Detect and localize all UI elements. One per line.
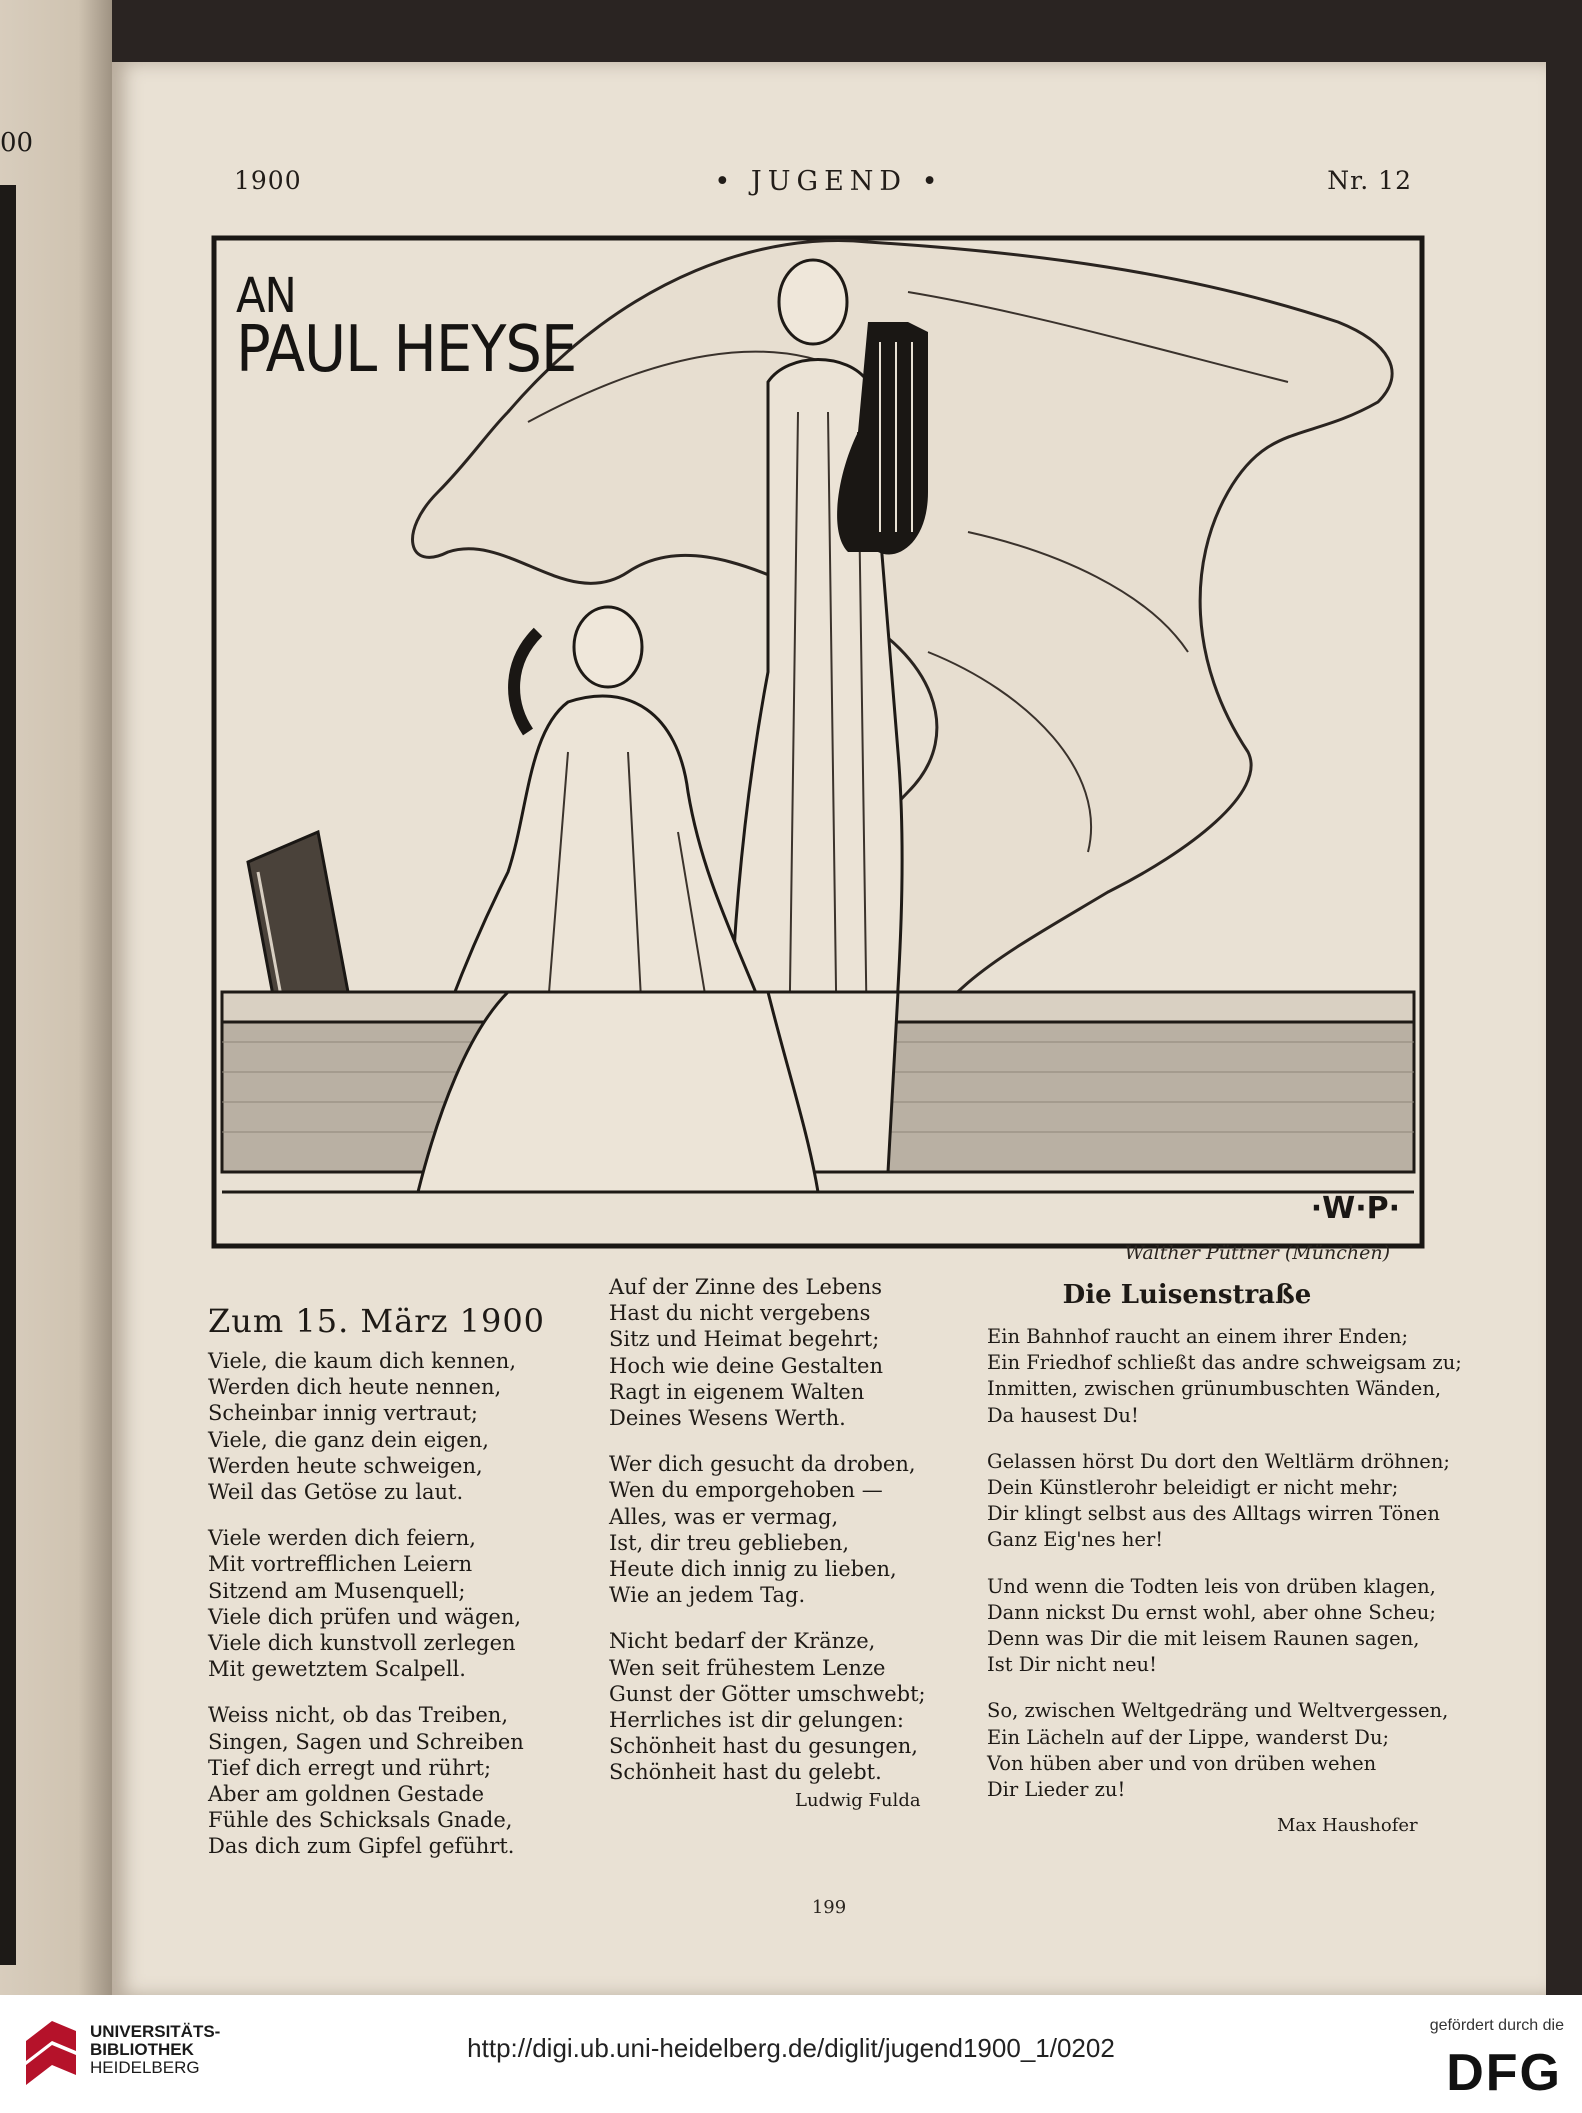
- header-title: • JUGEND •: [714, 166, 944, 197]
- poem-line: Mit vortrefflichen Leiern: [208, 1552, 473, 1577]
- poem2-author: Max Haushofer: [1277, 1815, 1418, 1837]
- poem-line: So, zwischen Weltgedräng und Weltvergessen,: [987, 1699, 1449, 1723]
- poem-line: Gunst der Götter umschwebt;: [609, 1681, 926, 1706]
- poem-line: Dann nickst Du ernst wohl, aber ohne Scheu;: [987, 1600, 1436, 1624]
- poem-line: Dir klingt selbst aus des Alltags wirren Tönen: [987, 1502, 1440, 1526]
- poem-line: Hast du nicht vergebens: [609, 1301, 871, 1326]
- poem-line: Werden heute schweigen,: [208, 1453, 483, 1478]
- poem-line: Schönheit hast du gesungen,: [609, 1734, 918, 1759]
- poem-line: Gelassen hörst Du dort den Weltlärm dröhnen;: [987, 1449, 1450, 1473]
- poem-line: Ein Lächeln auf der Lippe, wanderst Du;: [987, 1725, 1390, 1749]
- seated-figure-hair: [514, 632, 538, 732]
- poem2-stanza-2: [987, 1449, 1462, 1554]
- poem-line: Heute dich innig zu lieben,: [609, 1557, 897, 1582]
- poem1-stanza-2: [208, 1525, 545, 1682]
- poem1-continued-column: [609, 1274, 926, 1814]
- page-number: 199: [811, 1897, 847, 1918]
- poem-line: Alles, was er vermag,: [609, 1504, 839, 1529]
- illustration-title-line2: PAUL HEYSE: [236, 312, 577, 387]
- poem-line: Dein Künstlerohr beleidigt er nicht mehr;: [987, 1476, 1399, 1500]
- poem-line: Fühle des Schicksals Gnade,: [208, 1808, 513, 1833]
- poem-line: Denn was Dir die mit leisem Raunen sagen,: [987, 1627, 1420, 1651]
- poem-line: Viele, die kaum dich kennen,: [208, 1349, 517, 1373]
- poem-line: Schönheit hast du gelebt.: [609, 1760, 882, 1785]
- illustration-credit: Walther Püttner (München): [1124, 1242, 1390, 1264]
- left-page-fragment: 00: [0, 128, 34, 158]
- poem-line: Ragt in eigenem Walten: [609, 1379, 865, 1404]
- poem-line: Aber am goldnen Gestade: [208, 1782, 485, 1807]
- poem-line: Mit gewetztem Scalpell.: [208, 1657, 466, 1682]
- poem-line: Wie an jedem Tag.: [609, 1583, 806, 1608]
- poem2-stanza-3: [987, 1574, 1462, 1679]
- poem-line: Viele dich kunstvoll zerlegen: [208, 1631, 516, 1656]
- left-page-dark-strip: [0, 185, 16, 1965]
- poem1-stanza-1: [208, 1348, 545, 1505]
- magazine-page: [112, 62, 1546, 1996]
- artist-signature: ·W·P·: [1310, 1191, 1400, 1226]
- poem-line: Ein Bahnhof raucht an einem ihrer Enden;: [987, 1325, 1409, 1348]
- poem1-stanza-3: [208, 1702, 545, 1859]
- library-name-line2: BIBLIOTHEK: [90, 2040, 194, 2059]
- poem-line: Wen seit frühestem Lenze: [609, 1655, 886, 1680]
- poem-line: Wer dich gesucht da droben,: [609, 1452, 916, 1477]
- poem-line: Werden dich heute nennen,: [208, 1375, 502, 1400]
- permalink-url[interactable]: http://digi.ub.uni-heidelberg.de/diglit/jugend1900_1/0202: [467, 2033, 1115, 2063]
- poem-line: Ganz Eig'nes her!: [987, 1528, 1164, 1552]
- poem1-author: Ludwig Fulda: [795, 1789, 921, 1811]
- poem2-column: [987, 1274, 1462, 1839]
- funding-note: gefördert durch die: [1429, 2017, 1564, 2034]
- poem-line: Singen, Sagen und Schreiben: [208, 1729, 524, 1754]
- poem-line: Nicht bedarf der Kränze,: [609, 1629, 876, 1654]
- poem-line: Viele werden dich feiern,: [208, 1526, 476, 1551]
- header-year: 1900: [234, 166, 302, 195]
- left-page-edge: [0, 0, 112, 1995]
- poem-line: Ist, dir treu geblieben,: [609, 1530, 850, 1555]
- poem-line: Sitz und Heimat begehrt;: [609, 1327, 880, 1352]
- poem1-title: Zum 15. März 1900: [208, 1302, 546, 1340]
- poem-line: Das dich zum Gipfel geführt.: [208, 1834, 515, 1859]
- library-name-line1: UNIVERSITÄTS-: [90, 2022, 221, 2041]
- poem-line: Ist Dir nicht neu!: [987, 1653, 1157, 1677]
- poem-line: Viele dich prüfen und wägen,: [208, 1604, 522, 1629]
- seated-figure-head: [574, 607, 642, 687]
- poem-line: Und wenn die Todten leis von drüben klagen,: [987, 1574, 1436, 1598]
- poem-line: Weil das Getöse zu laut.: [208, 1480, 464, 1505]
- poem-line: Ein Friedhof schließt das andre schweigsam zu;: [987, 1351, 1462, 1375]
- poem-line: Dir Lieder zu!: [987, 1778, 1126, 1802]
- poem-line: Weiss nicht, ob das Treiben,: [208, 1703, 508, 1728]
- poem2-stanza-4: [987, 1698, 1462, 1803]
- poem-line: Scheinbar innig vertraut;: [208, 1401, 478, 1426]
- poem-line: Inmitten, zwischen grünumbuschten Wänden,: [987, 1377, 1442, 1401]
- illustration-title: [236, 268, 577, 387]
- footer-bar: [0, 1995, 1582, 2113]
- header-issue: Nr. 12: [1327, 166, 1412, 195]
- poem-line: Sitzend am Musenquell;: [208, 1578, 466, 1603]
- poem2-title: Die Luisenstraße: [1062, 1280, 1312, 1310]
- poem-line: Hoch wie deine Gestalten: [609, 1353, 883, 1378]
- poem2-stanza-1: [987, 1324, 1462, 1429]
- dfg-logo: DFG: [1446, 2044, 1562, 2102]
- poem1-stanza-5: [609, 1451, 926, 1608]
- poem1-stanza-4: [609, 1274, 926, 1431]
- muse-head: [779, 260, 847, 344]
- poem-line: Auf der Zinne des Lebens: [609, 1275, 883, 1299]
- poem-line: Deines Wesens Werth.: [609, 1406, 846, 1431]
- poem-line: Von hüben aber und von drüben wehen: [987, 1751, 1377, 1775]
- illustration-title-line1: AN: [236, 268, 296, 324]
- poem-line: Viele, die ganz dein eigen,: [208, 1427, 489, 1452]
- poem-line: Wen du emporgehoben —: [609, 1478, 883, 1503]
- poem1-stanza-6: [609, 1628, 926, 1785]
- poem-line: Herrliches ist dir gelungen:: [609, 1708, 905, 1733]
- illustration: [208, 232, 1428, 1252]
- poem-line: Da hausest Du!: [987, 1403, 1139, 1427]
- poem-line: Tief dich erregt und rührt;: [208, 1755, 492, 1780]
- poem1-column: [208, 1302, 545, 1880]
- library-name-line3: HEIDELBERG: [90, 2058, 200, 2077]
